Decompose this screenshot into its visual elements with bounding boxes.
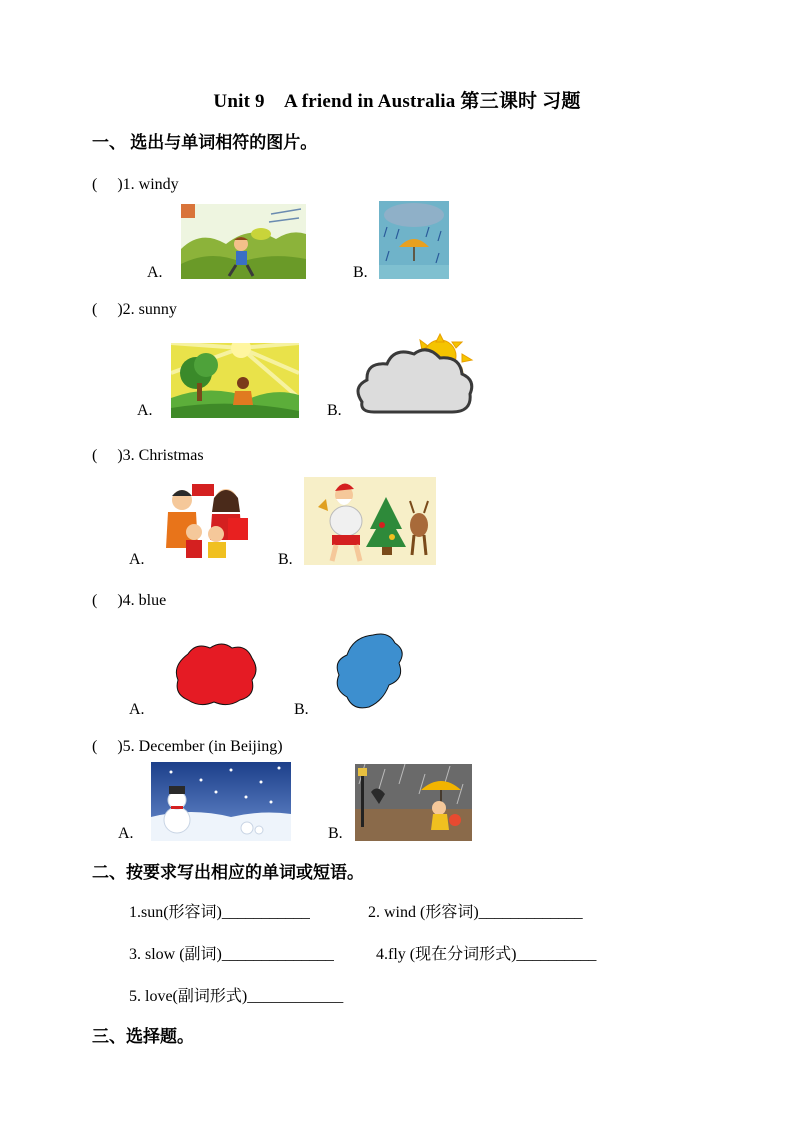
blue-blob-picture (333, 631, 407, 711)
option-b-label: B. (327, 402, 342, 419)
red-blob-picture (174, 640, 258, 708)
rain-girl-picture (355, 764, 472, 841)
question-1 (92, 171, 179, 194)
option-a-label: A. (137, 402, 153, 419)
option-a-label: A. (129, 701, 145, 718)
option-a-label: A. (147, 264, 163, 281)
sunny-scene-picture (171, 343, 299, 418)
answer-blank: ( ) (92, 176, 123, 193)
fill-item-3: 3. slow (副词)______________ (129, 946, 334, 963)
fill-item-4: 4.fly (现在分词形式)__________ (376, 946, 597, 963)
question-4 (92, 587, 166, 610)
section-1-heading: 一、 选出与单词相符的图片。 (92, 133, 318, 152)
windy-boy-picture (181, 204, 306, 279)
cloud-sun-picture (352, 332, 478, 418)
question-label: 1. windy (122, 176, 179, 193)
rain-umbrella-picture (379, 201, 449, 279)
question-label: 3. Christmas (122, 447, 204, 464)
fill-item-2: 2. wind (形容词)_____________ (368, 904, 583, 921)
answer-blank: ( ) (92, 592, 123, 609)
answer-blank: ( ) (92, 301, 123, 318)
answer-blank: ( ) (92, 447, 123, 464)
fill-item-1: 1.sun(形容词)___________ (129, 904, 310, 921)
answer-blank: ( ) (92, 738, 123, 755)
option-a-label: A. (118, 825, 134, 842)
option-b-label: B. (328, 825, 343, 842)
question-label: 5. December (in Beijing) (122, 738, 283, 755)
option-b-label: B. (278, 551, 293, 568)
option-a-label: A. (129, 551, 145, 568)
option-b-label: B. (353, 264, 368, 281)
question-2 (92, 296, 177, 319)
fill-item-5: 5. love(副词形式)____________ (129, 988, 344, 1005)
chinese-new-year-family-picture (156, 478, 253, 564)
question-3 (92, 442, 204, 465)
page-title: Unit 9 A friend in Australia 第三课时 习题 (213, 91, 581, 112)
question-5 (92, 733, 283, 756)
option-b-label: B. (294, 701, 309, 718)
section-2-heading: 二、按要求写出相应的单词或短语。 (92, 863, 364, 882)
christmas-santa-picture (304, 477, 436, 565)
question-label: 4. blue (122, 592, 167, 609)
section-3-heading: 三、选择题。 (92, 1027, 194, 1046)
question-label: 2. sunny (122, 301, 177, 318)
snowman-winter-picture (151, 762, 291, 841)
